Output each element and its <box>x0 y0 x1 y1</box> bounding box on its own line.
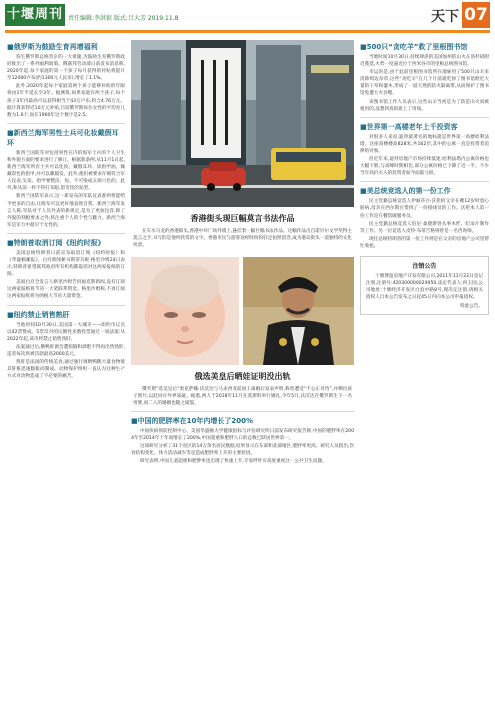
article-dubai-para: 但近年来,迪拜房地产市场持续低迷,哈利法塔内公寓价格也大幅下跌,与高峰时期相比,部分公寓价格已下降了近一半。不少当年高价买入的投资者如今面临亏损。 <box>360 157 489 177</box>
article-obesity-para: 中国疾病预防控制中心、美国华盛顿大学健康指标与评估研究所日前发布研究报告称,中国的肥胖率在2004年至2014年十年间增长了200%,中国超重和肥胖人口的总数已跃居世界第一。 <box>131 429 354 442</box>
masthead: 十堰周刊 <box>5 4 65 26</box>
notice-title: 注销公告 <box>412 262 437 270</box>
article-ny-para: 熟肝是法国的传统美食,通过强行填喂鸭鹅大量食物使其肝脏迅速膨胀而制成。动物保护组织一直认为这种生产方式对动物造成了不必要的痛苦。 <box>7 360 125 380</box>
article-ny-para: 当地时间10月30日,美国第一大城市——纽约市议员以42票赞成、5票反对的压倒性多数投票通过一项法案:从2022年起,该市将禁止销售熟肝。 <box>7 322 125 342</box>
hk-caption-text: 在车水马龙的香港街头,香港中环广场外墙上,悬挂着一幅巨幅书法作品。这幅作品出自诺贝尔文学奖得主莫言之手,书写的是他所欣赏的文字。香港市民与游客途经时纷纷驻足拍照留念,成为港岛街头一道独特的文化风景。 <box>133 229 352 248</box>
right-column <box>360 40 489 692</box>
photos-row <box>131 257 354 365</box>
article-obesity-headline: ■中国的肥胖率在10年内增长了200% <box>131 417 253 425</box>
article-goats-para: 当地时间10月30日,持续肆虐的美国加州的山火在洛杉矶附近蔓延,火势一度逼近位于西米谷市的里根总统图书馆。 <box>360 55 489 68</box>
header-rule <box>5 30 490 33</box>
article-trump-para: 美国总统特朗普日前宣布取消订阅《纽约时报》和《华盛顿邮报》。白宫新闻秘书斯蒂芬妮·格里沙姆24日表示,特朗普希望联邦政府所有机构都取消对这两家报纸的订阅。 <box>7 250 125 278</box>
notice-foot: 特此公告。 <box>460 303 483 309</box>
article-goats-headline: ■500只“贪吃羊”救了里根图书馆 <box>360 43 468 51</box>
article-russia-para: 此外,2020年起每个家庭第两个孩子能够补助的年限将由1年半延长至3年。据测算,如果家庭有两个孩子,每个孩子3年内最高可以获得相当于43万卢布,约合4.76万元。据计算获得近10万元补贴,目前俄罗斯每位女性的平均育儿数为1.6个,而在1960年这个数字是2.5。 <box>7 84 125 118</box>
article-ny-headline: ■纽约禁止销售熟肝 <box>7 310 70 319</box>
article-goats-para: 该图书馆工作人员表示,这些山羊当初是为了防范山火而被租用的,没想到真的派上了用场。 <box>360 99 489 112</box>
article-candidates-para: 现任总统特朗普的第一份工作则是在父亲的房地产公司里帮忙收租。 <box>360 236 489 249</box>
divider <box>360 117 489 118</box>
page-number: 07 <box>462 2 490 28</box>
divider <box>7 305 125 306</box>
article-nz-para: 新西兰国防军对包括男性在内的海军士兵的个人卫生和外貌方面的要求进行了修订。根据新条例,从11月1日起,新西兰海军所有士兵可以化妆、戴假耳环、涂指甲油、佩戴彩色的指甲,并可以戴假发。此外,他们被要求仔细符合军人仪表,头发、指甲要整洁、短、不可染成五颜六色的。此外,和从前一样不得打耳眼,留奇怪的发型。 <box>7 150 125 192</box>
notice-box <box>360 256 489 315</box>
article-candidates-para: 民主党籍总统竞选人伊丽莎白·沃伦的父亲在她12岁时患心脏病,母亲在西尔斯百货找了一份接线员的工作。沃伦本人第一份工作是在餐馆做服务员。 <box>360 199 489 219</box>
article-ny-para: 法案通过后,鹅鸭肝源会遭损毁和酒吧不得再出售熟肝,违者每次将被罚款最高2000美元。 <box>7 344 125 357</box>
article-trump-headline: ■特朗普取消订阅《纽约时报》 <box>7 238 105 247</box>
article-dubai-headline: ■世界第一高楼老年上千投资客 <box>360 122 458 131</box>
divider <box>131 411 354 412</box>
divider <box>7 233 125 234</box>
divider <box>7 123 125 124</box>
article-candidates-para: 民主党籍总统竞选人伯尼·桑德斯曾从事木匠、纪录片制作等工作。另一位竞选人皮特·布蒂吉格则曾是一名咨询师。 <box>360 221 489 234</box>
hong-kong-street-photo <box>131 40 354 207</box>
article-trump-para: 美国白宫全发言人格里沙姆告诉福克斯新闻,没有订阅这两家报纸将节省一大笔联邦资金。格里沙姆称,不再订阅这两家报纸将为纳税人节省大量资金。 <box>7 280 125 300</box>
left-column <box>7 40 125 692</box>
article-obesity-para: 这项研究分析了31个省区的14万余名居民数据,结果显示在东部和北部地区,肥胖率更高。研究人员指出,饮食结构变化、体力活动减少等是造成肥胖率上升的主要原因。 <box>131 444 354 457</box>
notice-text: 十堰博盈房地产开发有限公司,2011年11月22日登记注册,注册号:420300000024950,法定代表人:何玉园,公司地址:十堰经济开发区白浪中路8号,现决定注销,请相关债权人自本公告发布之日起45日内向本公司申报债权。 <box>366 273 483 300</box>
page-header <box>0 0 495 30</box>
article-nz-para: 新西兰国防军表示,这一新发布的军队仪表准则将能给予更多的自由,让海军可以更好地表现自我。新西兰海军发言人称,军队对于人员外表的新规定,是为了更加包容,除了外貌的刻板要求之外,将注重个人的个性与魅力。新西兰海军是军力中最早于女性的。 <box>7 194 125 228</box>
article-goats-para: 幸运的是,由于此前里根图书馆所在地雇用了500只山羊来清除周边杂草,这些“贪吃羊”在几个月前就吃掉了图书馆附近大量的干草和灌木,形成了一道天然的防火隔离带,从而保护了图书馆免遭大火吞噬。 <box>360 70 489 97</box>
section-name: 天下 <box>431 9 459 25</box>
middle-column <box>131 40 354 692</box>
article-russia-headline: ■俄罗斯为鼓励生育再增福利 <box>7 43 98 51</box>
article-candidates-headline: ■美总统竞选人的第一份工作 <box>360 187 451 196</box>
former-king-photo <box>243 257 354 365</box>
queen-caption-text: 俄罗斯“选美皇后”奥克萨娜·沃沃达与马来西亚前国王离婚后发表声明,称曾遭受“不公正对待”,并晒出孩子照片,以此回应外界质疑。据悉,两人于2018年11月在莫斯科举行婚礼,今年5月,沃沃达在俄罗斯生下一名男婴,而二人的婚姻也随之破裂。 <box>133 387 352 406</box>
queen-caption-title: 俄选美皇后晒娃证明没出轨 <box>194 372 291 381</box>
article-dubai-para: 对很多人来说,迪拜最著名的地标就是世界第一高楼哈利法塔。这座高楼楼高828米,共162层,其中的公寓一直是投资者追捧的对象。 <box>360 134 489 154</box>
divider <box>360 181 489 182</box>
article-obesity-para: 研究表明,中国儿童超重和肥胖率也出现了快速上升,专家呼吁应高度重视这一公共卫生问题。 <box>140 459 327 465</box>
article-nz-headline: ■新西兰海军男性士兵可化妆戴假耳环 <box>7 128 119 147</box>
baby-photo <box>131 257 239 365</box>
article-russia-para: 弥生俄罗斯总统普京的一大难题,为鼓励生育俄罗斯政府推出了一系列福利政策。俄联邦劳动部日前发布消息称,2020年起,每个家庭的第一个孩子每月获得的补贴将提升至12000卢布(约1300元人民币),增长了1.1%。 <box>7 55 125 82</box>
hk-caption-title: 香港街头现巨幅莫言书法作品 <box>190 214 295 223</box>
editors-line: 责任编辑:李洪银 版式:吕大芳 2019.11.8 <box>68 15 179 22</box>
